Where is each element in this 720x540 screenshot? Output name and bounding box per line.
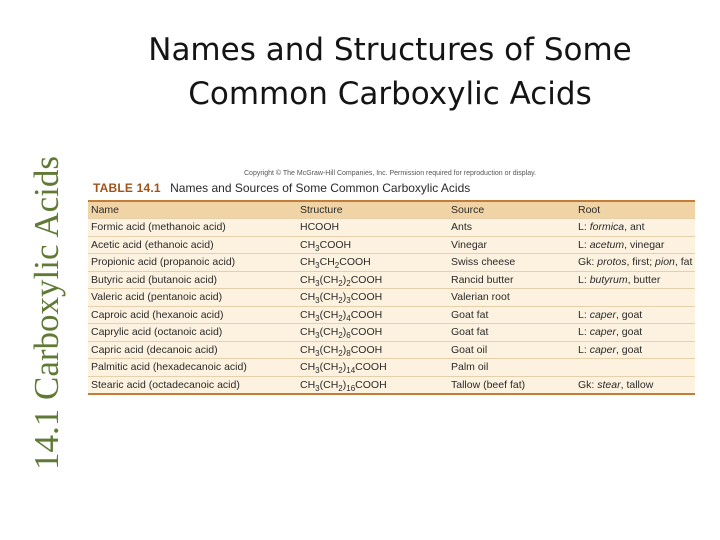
source-cell: Rancid butter	[448, 271, 575, 289]
slide-title: Names and Structures of Some Common Carboxylic Acids	[148, 32, 632, 112]
structure-cell: $CH_3(CH_2)_4COOH$	[297, 306, 448, 324]
root-cell	[575, 289, 695, 307]
root-cell	[575, 359, 695, 377]
root-cell: L: butyrum, butter	[575, 271, 695, 289]
acid-name-cell: Caproic acid (hexanoic acid)	[88, 306, 297, 324]
source-cell: Vinegar	[448, 236, 575, 254]
structure-cell: $CH_3(CH_2)_2COOH$	[297, 271, 448, 289]
acid-name-cell: Palmitic acid (hexadecanoic acid)	[88, 359, 297, 377]
column-header: Source	[448, 201, 575, 219]
structure-cell: $CH_3(CH_2)_3COOH$	[297, 289, 448, 307]
acid-name-cell: Capric acid (decanoic acid)	[88, 341, 297, 359]
acid-name-cell: Acetic acid (ethanoic acid)	[88, 236, 297, 254]
acid-name-cell: Stearic acid (octadecanoic acid)	[88, 376, 297, 394]
table-row	[88, 324, 695, 342]
section-sidebar-title: 14.1 Carboxylic Acids	[27, 156, 66, 470]
structure-cell: $CH_3COOH$	[297, 236, 448, 254]
table-row	[88, 289, 695, 307]
structure-cell: $CH_3CH_2COOH$	[297, 254, 448, 272]
column-header: Structure	[297, 201, 448, 219]
source-cell: Swiss cheese	[448, 254, 575, 272]
source-cell: Goat fat	[448, 306, 575, 324]
root-cell: L: acetum, vinegar	[575, 236, 695, 254]
table-number: TABLE 14.1	[93, 181, 161, 195]
structure-cell: $CH_3(CH_2)_{14}COOH$	[297, 359, 448, 377]
acid-name-cell: Valeric acid (pentanoic acid)	[88, 289, 297, 307]
source-cell: Palm oil	[448, 359, 575, 377]
acid-name-cell: Formic acid (methanoic acid)	[88, 219, 297, 237]
root-cell: L: caper, goat	[575, 341, 695, 359]
acid-name-cell: Propionic acid (propanoic acid)	[88, 254, 297, 272]
table-caption-text: Names and Sources of Some Common Carboxylic Acids	[170, 181, 471, 195]
source-cell: Goat fat	[448, 324, 575, 342]
column-header: Root	[575, 201, 695, 219]
table-row	[88, 376, 695, 394]
source-cell: Valerian root	[448, 289, 575, 307]
root-cell: L: caper, goat	[575, 324, 695, 342]
column-header: Name	[88, 201, 297, 219]
root-cell: L: formica, ant	[575, 219, 695, 237]
table-row	[88, 306, 695, 324]
table-row	[88, 219, 695, 237]
table-row	[88, 271, 695, 289]
structure-cell: HCOOH	[297, 219, 448, 237]
acid-name-cell: Butyric acid (butanoic acid)	[88, 271, 297, 289]
copyright-notice: Copyright © The McGraw-Hill Companies, Inc. Permission required for reproduction or display.	[244, 170, 537, 177]
table-row	[88, 359, 695, 377]
table-header-row	[88, 201, 695, 219]
table-caption	[93, 181, 470, 195]
structure-cell: $CH_3(CH_2)_{16}COOH$	[297, 376, 448, 394]
structure-cell: $CH_3(CH_2)_6COOH$	[297, 324, 448, 342]
acid-name-cell: Caprylic acid (octanoic acid)	[88, 324, 297, 342]
root-cell: L: caper, goat	[575, 306, 695, 324]
source-cell: Ants	[448, 219, 575, 237]
table-row	[88, 254, 695, 272]
carboxylic-acids-table	[88, 200, 695, 395]
table-row	[88, 341, 695, 359]
source-cell: Goat oil	[448, 341, 575, 359]
source-cell: Tallow (beef fat)	[448, 376, 575, 394]
root-cell: Gk: stear, tallow	[575, 376, 695, 394]
root-cell: Gk: protos, first; pion, fat	[575, 254, 695, 272]
structure-cell: $CH_3(CH_2)_8COOH$	[297, 341, 448, 359]
table-row	[88, 236, 695, 254]
